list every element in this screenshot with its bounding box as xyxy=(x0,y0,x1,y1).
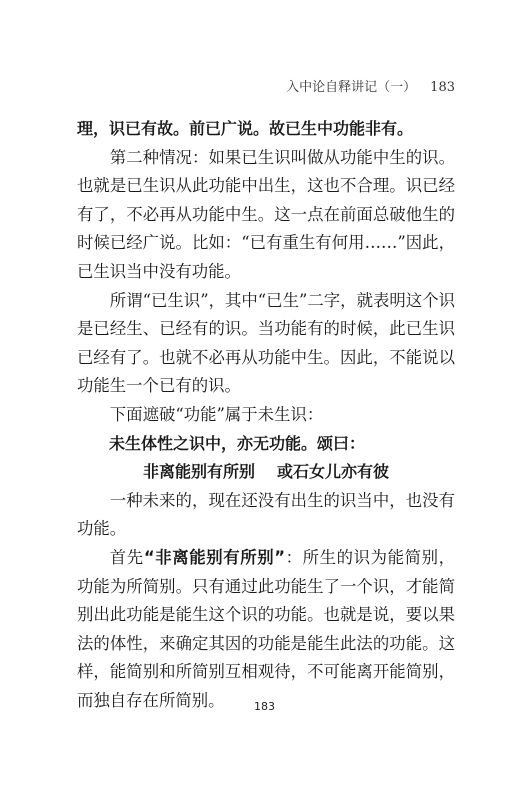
paragraph-root-text: 未生体性之识中，亦无功能。颂曰： xyxy=(109,433,366,453)
paragraph-rest: ：所生的识为能简别，功能为所简别。只有通过此功能生了一个识，才能简别出此功能是能生这个识的功能。也就是说，要以果法的体性，来确定其因的功能是能生此法的功能。这样，能简别和所简别互相观待，不可能离开能简别，而独自存在所简别。 xyxy=(77,547,456,710)
header-page-number: 183 xyxy=(430,80,455,95)
page-body xyxy=(77,115,455,715)
verse-line-b: 或石女儿亦有彼 xyxy=(277,462,390,482)
paragraph-explanation xyxy=(77,544,455,716)
verse-line-a: 非离能别有所别 xyxy=(142,462,255,482)
verse xyxy=(77,458,455,487)
paragraph-continuation: 理，识已有故。前已广说。故已生中功能非有。 xyxy=(77,119,414,138)
paragraph-transition: 下面遮破“功能”属于未生识： xyxy=(109,404,324,424)
header-title: 入中论自释讲记（一） xyxy=(286,80,417,95)
page-footer-number: 183 xyxy=(254,700,275,713)
paragraph-lead: 首先 xyxy=(109,547,144,567)
paragraph-already-born: 所谓“已生识”，其中“已生”二字，就表明这个识是已经生、已经有的识。当功能有的时候，此已生识已经有了。也就不必再从功能中生。因此，不能说以功能生一个已有的识。 xyxy=(77,290,455,396)
running-header xyxy=(286,76,455,95)
quoted-verse-bold: “非离能别有所别” xyxy=(143,547,285,567)
paragraph-second-case: 第二种情况：如果已生识叫做从功能中生的识。也就是已生识从此功能中出生，这也不合理。识已经有了，不必再从功能中生。这一点在前面总破他生的时候已经广说。比如：“已有重生有何用……”因此，已生识当中没有功能。 xyxy=(77,147,455,281)
paragraph-future-consciousness: 一种未来的，现在还没有出生的识当中，也没有功能。 xyxy=(77,490,455,539)
